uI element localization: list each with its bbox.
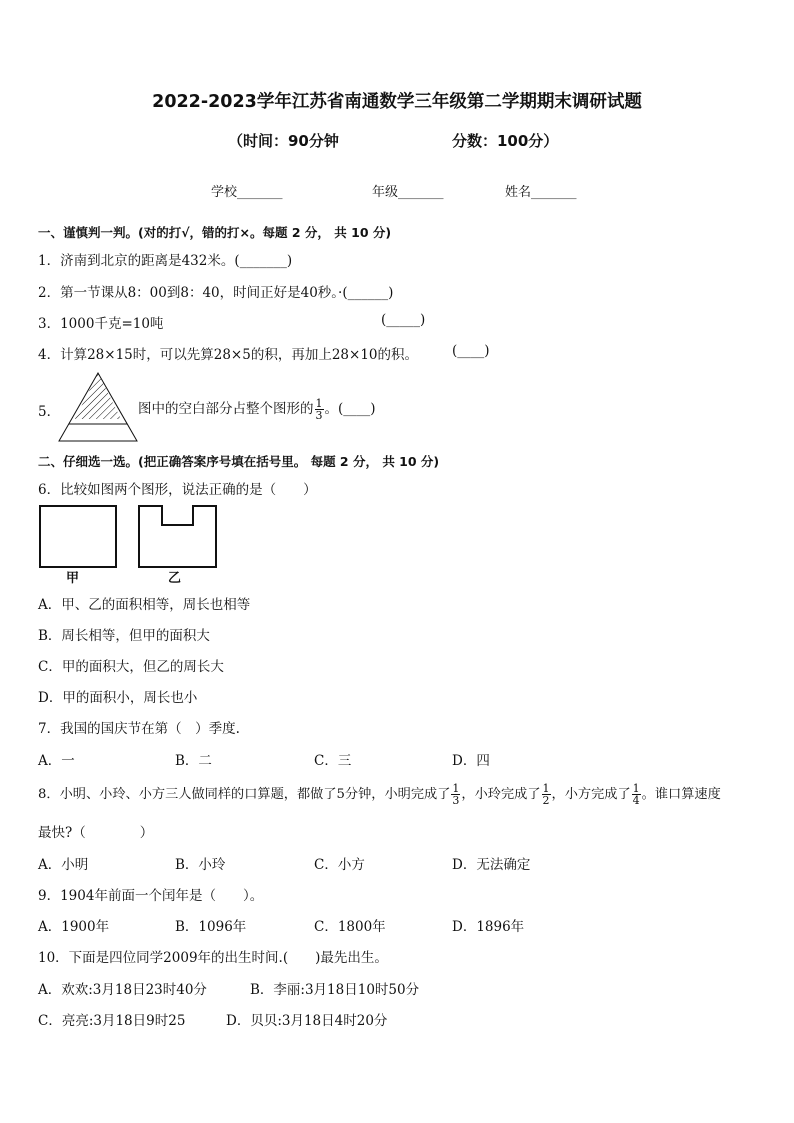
q7-option-a: A．一 — [38, 753, 75, 769]
question-8-line2: 最快?（ ） — [38, 825, 154, 841]
question-5 — [138, 397, 376, 421]
q6-option-b: B．周长相等，但甲的面积大 — [38, 628, 210, 644]
q10-option-d: D．贝贝:3月18日4时20分 — [226, 1013, 388, 1029]
q8-option-d: D．无法确定 — [452, 857, 531, 873]
fraction-one-half: $\frac{1}{2}$ — [542, 782, 550, 807]
q8-option-a: A．小明 — [38, 857, 89, 873]
triangle-figure — [58, 372, 138, 442]
fraction-one-quarter: $\frac{1}{4}$ — [632, 782, 640, 807]
question-4-answer: (____) — [452, 343, 490, 359]
q6-option-d: D．甲的面积小，周长也小 — [38, 690, 198, 706]
fraction-one-third: $\frac{1}{3}$ — [452, 782, 460, 807]
name-field: 姓名_______ — [505, 185, 577, 200]
q10-option-c: C．亮亮:3月18日9时25 — [38, 1013, 186, 1029]
q6-option-a: A．甲、乙的面积相等，周长也相等 — [38, 597, 251, 613]
section1-heading: 一、谨慎判一判。(对的打√，错的打×。每题 2 分， 共 10 分) — [38, 225, 392, 240]
exam-time: （时间：90分钟 — [228, 132, 339, 150]
school-field: 学校_______ — [211, 185, 283, 200]
question-5-answer: 。(____) — [324, 401, 376, 417]
q7-option-d: D．四 — [452, 753, 490, 769]
q7-option-c: C．三 — [314, 753, 352, 769]
question-7: 7．我国的国庆节在第（ ）季度. — [38, 721, 240, 737]
question-2: 2．第一节课从8：00到8：40，时间正好是40秒。·(______) — [38, 285, 394, 301]
question-1: 1．济南到北京的距离是432米。(_______) — [38, 253, 293, 269]
fraction-one-third: $\frac{1}{3}$ — [315, 397, 323, 422]
question-3-answer: (_____) — [381, 312, 426, 328]
q9-option-b: B．1096年 — [175, 919, 247, 935]
q6-option-c: C．甲的面积大，但乙的周长大 — [38, 659, 224, 675]
shape-yi-notched — [139, 506, 216, 567]
question-9: 9．1904年前面一个闰年是（ ）。 — [38, 888, 264, 904]
q10-option-a: A．欢欢:3月18日23时40分 — [38, 982, 207, 998]
page-title: 2022-2023学年江苏省南通数学三年级第二学期期末调研试题 — [152, 92, 642, 112]
q9-option-d: D．1896年 — [452, 919, 525, 935]
q8-option-c: C．小方 — [314, 857, 365, 873]
shape-jia-rectangle — [40, 506, 116, 567]
question-3: 3．1000千克=10吨 — [38, 316, 164, 332]
question-5-number: 5． — [38, 404, 61, 420]
q8-option-b: B．小玲 — [175, 857, 226, 873]
q10-option-b: B．李丽:3月18日10时50分 — [250, 982, 420, 998]
triangle-shaded-top — [75, 373, 121, 419]
label-yi: 乙 — [168, 571, 182, 586]
question-8: 8．小明、小玲、小方三人做同样的口算题，都做了5分钟，小明完成了 $\frac{1}{3}$ ，小玲完成了 $\frac{1}{2}$ ，小方完成了 $\frac{1}{4}$ 。谁口算速度 — [38, 782, 721, 807]
q9-option-a: A．1900年 — [38, 919, 110, 935]
label-jia: 甲 — [66, 571, 80, 586]
question-5-text: 图中的空白部分占整个图形的 — [138, 401, 314, 417]
section2-heading: 二、仔细选一选。(把正确答案序号填在括号里。 每题 2 分， 共 10 分) — [38, 454, 440, 469]
q9-option-c: C．1800年 — [314, 919, 386, 935]
question-6: 6．比较如图两个图形，说法正确的是（ ） — [38, 482, 317, 498]
question-10: 10．下面是四位同学2009年的出生时间.( )最先出生。 — [38, 950, 388, 966]
question-4: 4．计算28×15时，可以先算28×5的积，再加上28×10的积。 — [38, 347, 419, 363]
q7-option-b: B．二 — [175, 753, 212, 769]
exam-score: 分数：100分） — [452, 132, 559, 150]
grade-field: 年级_______ — [372, 185, 444, 200]
